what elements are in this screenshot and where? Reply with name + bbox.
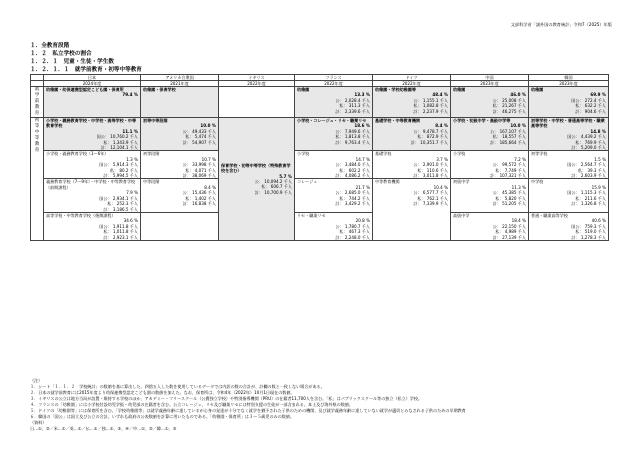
note-line: ２．日本の就学前教育には2015年度より幼保連携型認定こども園の数値を加えた。なお、保育所は、令和4年（2022年）10月1日現在の数値。 <box>30 390 295 395</box>
cell-private: 私： 769.9 千人 <box>575 139 606 145</box>
cell-total: 3.7 % <box>436 156 448 162</box>
cell-sum: 計： 185,664 千人 <box>490 139 526 145</box>
cell-total: 8.4 % <box>204 184 216 190</box>
cell-total: 21.7 % <box>355 184 370 190</box>
cell-sum: 計： 7,339.9 千人 <box>413 201 448 207</box>
cell <box>451 151 529 179</box>
cell-private: 私： 5,474 千人 <box>185 134 216 140</box>
side-label-preschool: 就学前教育 <box>31 87 44 118</box>
cell-private: 私： 1,343.9 千人 <box>103 139 138 145</box>
cell-private: 私： 606.7 千人 <box>261 184 292 190</box>
cell-private: 私： 311.3 千人 <box>339 103 370 109</box>
statistics-table <box>30 74 609 241</box>
note-line: （資料） <box>30 420 47 425</box>
cell-title: 小学校・義務教育学校（1～6年） <box>46 151 109 157</box>
cell <box>373 179 451 240</box>
cell-total: 11.3 % <box>511 184 526 190</box>
cell-public: 国公： 759.3 千人 <box>571 223 606 229</box>
cell-title: 高等学校・中等教育学校（後期課程） <box>46 212 116 218</box>
cell-public: 公： 10,094.2 千人 <box>254 178 292 184</box>
cell-private: 私： 762.1 千人 <box>417 195 448 201</box>
cell-private: 私： 872.9 千人 <box>417 134 448 140</box>
cell-total: 15.9 % <box>591 184 606 190</box>
cell-public: 公： 1,155.1 千人 <box>413 97 448 103</box>
cell <box>529 179 609 212</box>
cell-title: 保育学校・初等中等学校（特殊教育学校を含む） <box>221 162 291 174</box>
cell-public: 公： 6,577.7 千人 <box>413 190 448 196</box>
cell-public: 公： 33,998 千人 <box>182 162 216 168</box>
cell-title: 基礎学校 <box>375 151 392 157</box>
cell-title: 幼稚園 <box>297 87 310 92</box>
year-china: 2023年度 <box>451 81 529 87</box>
cell-total: 10.0 % <box>200 123 216 129</box>
cell-sum: 計： 2,603.9 千人 <box>571 173 606 179</box>
cell <box>295 179 373 212</box>
cell <box>141 87 219 118</box>
cell <box>295 151 373 179</box>
cell-total: 7.9 % <box>126 190 138 196</box>
section-headings <box>30 42 142 74</box>
cell-sum: 計： 12,104.1 千人 <box>100 145 138 151</box>
cell-sum: 計： 10,700.9 千人 <box>254 189 292 195</box>
cell-private: 私： 4,071 千人 <box>185 167 216 173</box>
cell-sum: 計： 107,321 千人 <box>490 173 526 179</box>
cell <box>451 118 529 151</box>
cell-title: 基礎学校・中等教育機関 <box>375 118 421 123</box>
cell <box>373 118 451 151</box>
year-japan: 2024年度 <box>44 81 141 87</box>
cell-public: 国公： 1,115.3 千人 <box>567 190 606 196</box>
cell <box>529 87 609 118</box>
heading-1: １．全教育段階 <box>30 43 70 49</box>
cell-sum: 計： 904.6 千人 <box>575 108 606 114</box>
cell-total: 8.4 % <box>435 123 448 129</box>
cell-total: 79.4 % <box>122 92 138 98</box>
cell-total: 1.5 % <box>594 156 606 162</box>
cell-public: 公： 25,008 千人 <box>492 97 526 103</box>
cell <box>44 87 141 118</box>
cell-title: 初等学校 <box>531 151 548 157</box>
cell-sum: 計： 3,011.8 千人 <box>413 173 448 179</box>
year-france: 2022年度 <box>295 81 373 87</box>
country-usa: アメリカ合衆国 <box>141 75 219 81</box>
cell-private: 私： 632.2 千人 <box>575 103 606 109</box>
cell-private: 私： 252.3 千人 <box>107 201 138 207</box>
cell-sum: 計： 3,186.5 千人 <box>103 206 138 212</box>
year-usa: 2021年度 <box>141 81 219 87</box>
cell-sum: 計： 2,248.0 千人 <box>335 234 370 240</box>
cell-total: 10.0 % <box>510 123 526 129</box>
cell-private: 私： 21,267 千人 <box>492 103 526 109</box>
cell-title: 幼稚園 <box>453 87 466 92</box>
cell-title: コレージュ <box>297 179 318 185</box>
cell-total: 14.7 % <box>355 156 370 162</box>
cell-sum: 計： 2,339.6 千人 <box>335 108 370 114</box>
cell-private: 私： 1,402 千人 <box>185 195 216 201</box>
cell-sum: 計： 2,237.9 千人 <box>413 108 448 114</box>
cell-total: 20.8 % <box>355 218 370 224</box>
cell-public: 公： 2,901.0 千人 <box>413 162 448 168</box>
cell-public: 公： 49,433 千人 <box>182 128 216 134</box>
cell-public: 公： 9,478.7 千人 <box>413 128 448 134</box>
cell-private: 私： 211.6 千人 <box>575 195 606 201</box>
cell-sum: 計： 4,086.2 千人 <box>335 173 370 179</box>
cell-sum: 計： 16,838 千人 <box>182 201 216 207</box>
cell-title: リセ・職業リセ <box>297 212 326 218</box>
cell-public: 国公： 272.4 千人 <box>571 97 606 103</box>
cell-total: 34.6 % <box>123 218 138 224</box>
country-china: 中国 <box>451 75 529 81</box>
cell-sum: 計： 2,923.1 千人 <box>103 234 138 240</box>
source-note: 文部科学省「諸外国の教育統計」令和7（2025）年版 <box>510 22 612 27</box>
table-row-primary-secondary <box>31 118 609 151</box>
cell-sum: 計： 46,275 千人 <box>492 108 526 114</box>
cell <box>295 212 373 240</box>
note-line: ６．韓国の「国公」は国立及び公立の合計。いずれも政府の公表数値を計算に用いたものである。「幼稚園・保育所」は３～５歳児のみの数値。 <box>30 414 295 419</box>
cell-title: 義務教育学校（7～9年）・中学校・中等教育学校（前期課程） <box>46 179 136 190</box>
cell-total: 18.6 % <box>354 123 370 129</box>
cell-public: 公： 15,436 千人 <box>182 190 216 196</box>
cell-total: 13.3 % <box>354 92 370 98</box>
cell-private: 私： 602.2 千人 <box>339 167 370 173</box>
cell <box>295 118 373 151</box>
cell-public: 国公： 2,564.7 千人 <box>567 162 606 168</box>
cell <box>451 87 529 118</box>
cell <box>44 179 141 212</box>
cell-private: 私： 744.2 千人 <box>339 195 370 201</box>
cell-uk <box>219 118 295 241</box>
cell-sum: 計： 54,907 千人 <box>182 139 216 145</box>
cell-public: 公： 7,949.6 千人 <box>335 128 370 134</box>
notes-section <box>30 378 610 432</box>
cell <box>44 118 141 151</box>
year-korea: 2023年度 <box>529 81 609 87</box>
cell-public: 公： 22,150 千人 <box>492 223 526 229</box>
cell-title: 小学校・義務教育学校・中学校・高等学校・中等教育学校 <box>46 118 137 129</box>
cell-private: 私： 1,011.8 千人 <box>103 229 138 235</box>
heading-3: １．２．１ 児童・生徒・学生数 <box>30 59 114 65</box>
cell <box>141 212 219 240</box>
cell <box>141 179 219 212</box>
cell <box>44 151 141 179</box>
cell-sum: 計： 1,326.8 千人 <box>571 201 606 207</box>
cell-sum: 計： 10,351.7 千人 <box>410 139 448 145</box>
cell-private: 私： 1,082.8 千人 <box>413 103 448 109</box>
cell-total: 10.4 % <box>433 184 448 190</box>
cell-title: 小学校 <box>453 151 466 157</box>
cell-public: 公： 3,484.0 千人 <box>335 162 370 168</box>
cell-total: 18.4 % <box>511 218 526 224</box>
cell-sum: 計： 27,139 千人 <box>492 234 526 240</box>
country-japan: 日本 <box>44 75 141 81</box>
cell-total: 7.2 % <box>514 156 526 162</box>
note-line: （注） <box>30 378 43 383</box>
note-line: ３．イギリスの公立は地方当局が設置・維持する学校のほか、アカデミー・フリースクール（公費独立学校）や特別指導機関（PRU）の在籍者11,700人を含む。「私」はパブリックスクール等の独立（私立）学校。 <box>30 396 423 401</box>
cell <box>141 151 219 179</box>
table-row-primary <box>31 151 609 179</box>
cell <box>451 179 529 212</box>
cell-private: 私： 80.2 千人 <box>109 167 138 173</box>
cell <box>141 118 219 151</box>
cell-sum: 計： 9,763.4 千人 <box>335 139 370 145</box>
year-germany: 2022年度 <box>373 81 451 87</box>
cell-total: 5.7 % <box>279 173 292 179</box>
cell-public: 公： 1,780.7 千人 <box>335 223 370 229</box>
note-line: ４．フランスの「幼稚園」には小学校付設幼児学級・幼児部の在籍者を含む。公立コレージュ、リセ及び職業リセには特別支援の生徒が一部含まれる。本土及び海外県の数値。 <box>30 402 354 407</box>
cell-public: 国公： 1,911.8 千人 <box>99 223 138 229</box>
cell-private: 私： 18,557 千人 <box>492 134 526 140</box>
cell-public: 国公： 10,760.2 千人 <box>96 134 138 140</box>
cell-title: 幼稚園・幼保連携型認定こども園・保育所 <box>46 87 124 92</box>
cell <box>529 118 609 151</box>
cell-sum: 計： 51,205 千人 <box>492 201 526 207</box>
cell-title: 小学校・コレージュ・リセ・職業リセ <box>297 118 367 123</box>
cell-private: 私： 39.3 千人 <box>577 167 606 173</box>
cell-sum: 計： 1,278.3 千人 <box>571 234 606 240</box>
cell-private: 私： 519.0 千人 <box>575 229 606 235</box>
cell-total: 69.9 % <box>590 92 606 98</box>
cell-sum: 計： 5,209.0 千人 <box>571 145 606 151</box>
heading-4: １．２．１．１ 就学前教育・初等中等教育 <box>30 67 142 73</box>
cell <box>295 87 373 118</box>
cell-private: 私： 4,989 千人 <box>495 229 526 235</box>
cell-title: 幼稚園・保育学校 <box>143 87 176 92</box>
side-label-primary-secondary: 初等中等教育 <box>31 118 44 241</box>
table-row-preschool <box>31 87 609 118</box>
cell-total: 46.0 % <box>510 92 526 98</box>
cell-title: 幼稚園 <box>531 87 544 92</box>
cell-title: 初等学校・中学校・普通高等学校・職業高等学校 <box>531 118 605 129</box>
cell-total: 1.3 % <box>126 156 138 162</box>
cell <box>44 212 141 240</box>
cell-total: 14.8 % <box>590 128 606 134</box>
cell-sum: 計： 3,429.2 千人 <box>335 201 370 207</box>
cell-sum: 計： 38,069 千人 <box>182 173 216 179</box>
cell-total: 48.4 % <box>432 92 448 98</box>
cell-public: 国公： 2,934.1 千人 <box>99 195 138 201</box>
cell-private: 私： 1,813.8 千人 <box>335 134 370 140</box>
cell-public: 公： 45,385 千人 <box>492 190 526 196</box>
cell-title: 高級中学 <box>453 212 470 218</box>
cell-public: 公： 167,107 千人 <box>490 128 526 134</box>
cell-sum: 計： 5,994.5 千人 <box>103 173 138 179</box>
cell-title: 小学校・初級中学・高級中学等 <box>453 118 511 123</box>
cell-title: 初等段階 <box>143 151 160 157</box>
cell-public: 国公： 5,914.3 千人 <box>99 162 138 168</box>
cell <box>219 87 295 118</box>
cell-title: 小学校 <box>297 151 310 157</box>
cell <box>451 212 529 240</box>
note-line: １．シート「１．１．２ 学校統計」の数値を基に算出した。四捨五入した数を使用しているデータでは内訳の数の合計が、計欄の数と一致しない場合がある。 <box>30 384 325 389</box>
cell-total: 40.6 % <box>591 218 606 224</box>
table-row-upper-secondary <box>31 212 609 240</box>
cell-private: 私： 467.3 千人 <box>339 229 370 235</box>
cell-public: 公： 2,685.0 千人 <box>335 190 370 196</box>
country-france: フランス <box>295 75 373 81</box>
year-uk: 2022年度 <box>219 81 295 87</box>
cell-total: 10.7 % <box>201 156 216 162</box>
cell-total: 11.1 % <box>122 128 138 134</box>
cell <box>529 151 609 179</box>
cell-private: 私： 110.6 千人 <box>417 167 448 173</box>
cell-title: 中学校 <box>531 179 544 185</box>
cell-public: 公： 2,028.4 千人 <box>335 97 370 103</box>
cell-title: 幼稚園・学校幼稚園等 <box>375 87 416 92</box>
heading-2: １．２ 私立学校の割合 <box>30 51 92 57</box>
cell-title: 初等中等段階 <box>143 118 168 123</box>
cell-public: 国公： 4,439.2 千人 <box>567 134 606 140</box>
cell-private: 私： 5,820 千人 <box>495 195 526 201</box>
country-korea: 韓国 <box>529 75 609 81</box>
note-line: 日…①、②／米…①／英…①／仏…①／独…①、③、④／中…①、②／韓…①、③ <box>30 426 177 431</box>
country-uk: イギリス <box>219 75 295 81</box>
cell-title: 中等段階 <box>143 179 160 185</box>
cell-title: 普通・職業高等学校 <box>531 212 568 218</box>
cell <box>373 87 451 118</box>
cell <box>529 212 609 240</box>
cell-title: 中等教育機関 <box>375 179 400 185</box>
cell <box>373 151 451 179</box>
cell-public: 公： 99,572 千人 <box>492 162 526 168</box>
table-row-lower-secondary <box>31 179 609 212</box>
cell-title: 初級中学 <box>453 179 470 185</box>
note-line: ５．ドイツの「幼稚園等」には保育所を含む。「学校幼稚園等」は就学義務年齢に達しているが心身の発達が十分でなく就学を猶予された子供のための機関、及び就学義務年齢に達していない就学が適切とみなされる子供のための早期教育 <box>30 408 466 413</box>
country-germany: ドイツ <box>373 75 451 81</box>
cell-private: 私： 7,749 千人 <box>495 167 526 173</box>
